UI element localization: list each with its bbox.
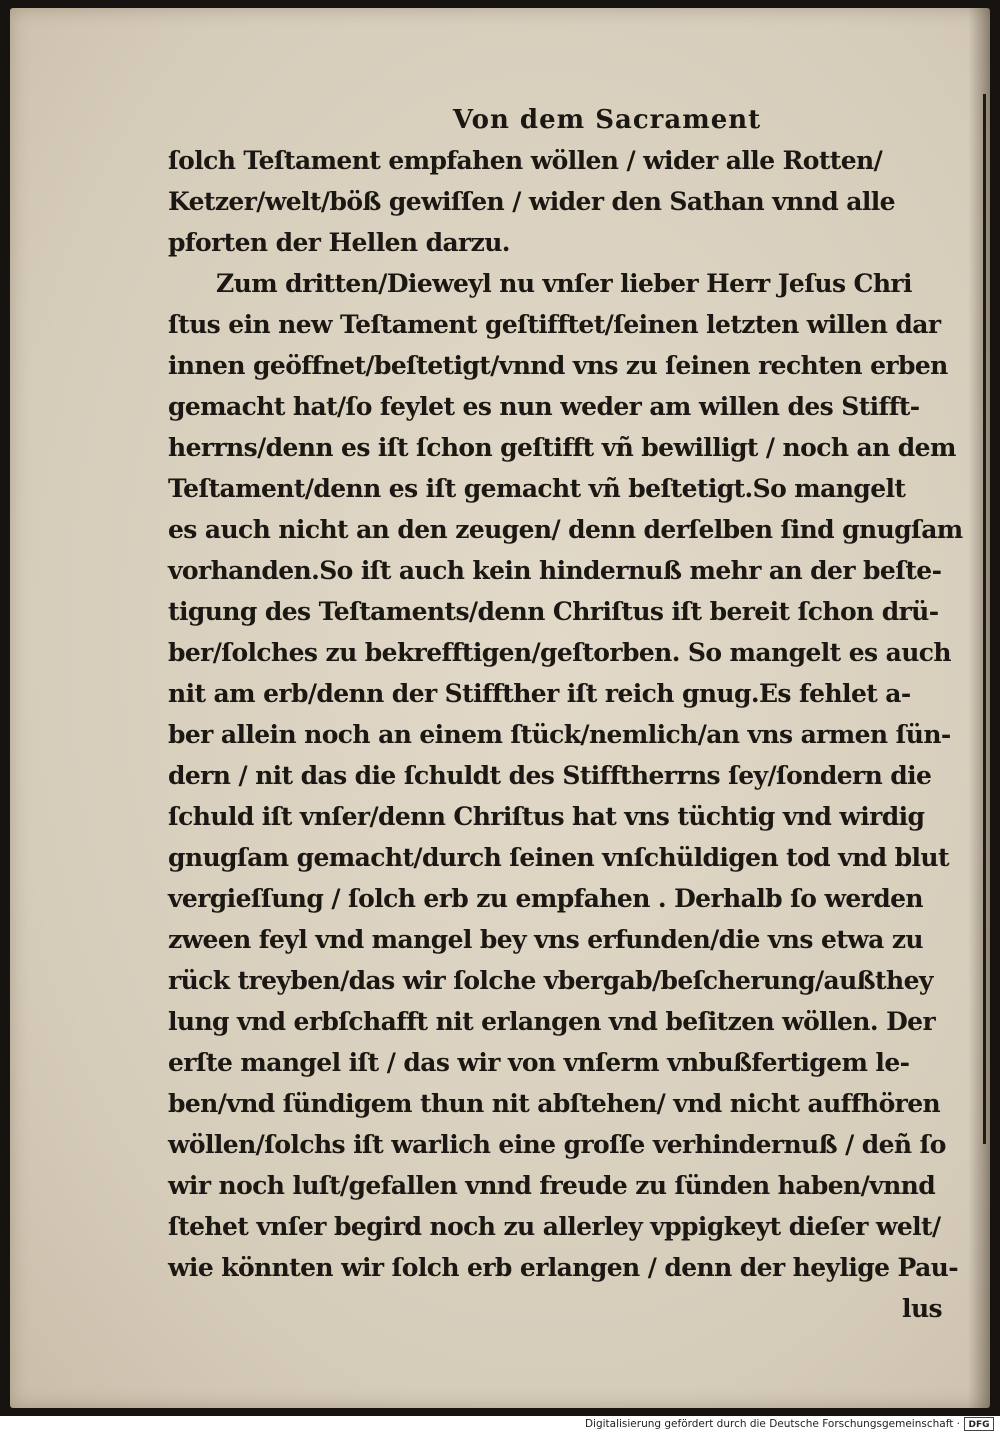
text-line: ſtehet vnſer begird noch zu allerley vppigkeyt dieſer welt/: [168, 1212, 941, 1241]
text-line: es auch nicht an den zeugen/ denn derſelben ſind gnugſam: [168, 515, 963, 544]
page-edge-ruler: [983, 94, 986, 1144]
text-line: lus: [902, 1294, 942, 1323]
footer-bar: [0, 1416, 1000, 1433]
text-line: vergieſſung / ſolch erb zu empfahen . Derhalb ſo werden: [168, 884, 924, 913]
text-line: innen geöffnet/beſtetigt/vnnd vns zu ſeinen rechten erben: [168, 351, 948, 380]
text-line: zween feyl vnd mangel bey vns erfunden/die vns etwa zu: [168, 925, 923, 954]
text-line: ber/ſolches zu bekrefftigen/geſtorben. So mangelt es auch: [168, 638, 951, 667]
text-line: wie könnten wir ſolch erb erlangen / denn der heylige Pau-: [168, 1253, 959, 1282]
running-head: Von dem Sacrament: [452, 105, 762, 135]
book-page: [10, 8, 990, 1408]
text-block: [168, 100, 976, 1329]
text-line: vorhanden.So iſt auch kein hindernuß mehr an der beſte-: [168, 556, 942, 585]
text-line: ſolch Teſtament empfahen wöllen / wider alle Rotten/: [168, 146, 883, 175]
text-line: lung vnd erbſchafft nit erlangen vnd beſitzen wöllen. Der: [168, 1007, 936, 1036]
text-line: ber allein noch an einem ſtück/nemlich/an vns armen ſün-: [168, 720, 951, 749]
text-line: Zum dritten/Dieweyl nu vnſer lieber Herr Jeſus Chri: [216, 269, 912, 298]
text-line: ſtus ein new Teſtament geſtifftet/ſeinen letzten willen dar: [168, 310, 941, 339]
dfg-logo-icon: DFG: [964, 1417, 994, 1431]
text-line: dern / nit das die ſchuldt des Stifftherrns ſey/ſondern die: [168, 761, 932, 790]
text-line: nit am erb/denn der Stiffther iſt reich gnug.Es fehlet a-: [168, 679, 911, 708]
text-line: wöllen/ſolchs iſt warlich eine groſſe verhindernuß / deñ ſo: [168, 1130, 946, 1159]
text-line: ben/vnd ſündigem thun nit abſtehen/ vnd nicht auffhören: [168, 1089, 941, 1118]
text-line: Ketzer/welt/böß gewiſſen / wider den Sathan vnnd alle: [168, 187, 895, 216]
text-line: gnugſam gemacht/durch ſeinen vnſchüldigen tod vnd blut: [168, 843, 949, 872]
text-line: herrns/denn es iſt ſchon geſtifft vñ bewilligt / noch an dem: [168, 433, 956, 462]
text-line: wir noch luſt/gefallen vnnd freude zu ſünden haben/vnnd: [168, 1171, 936, 1200]
text-line: pforten der Hellen darzu.: [168, 228, 510, 257]
text-line: tigung des Teſtaments/denn Chriſtus iſt bereit ſchon drü-: [168, 597, 939, 626]
text-line: ſchuld iſt vnſer/denn Chriſtus hat vns tüchtig vnd wirdig: [168, 802, 925, 831]
text-line: rück treyben/das wir ſolche vbergab/beſcherung/außthey: [168, 966, 933, 995]
text-line: Teſtament/denn es iſt gemacht vñ beſtetigt.So mangelt: [168, 474, 906, 503]
text-lines: [168, 140, 976, 1329]
text-line: erſte mangel iſt / das wir von vnſerm vnbußfertigem le-: [168, 1048, 910, 1077]
footer-credit: Digitalisierung gefördert durch die Deutsche Forschungsgemeinschaft ·: [584, 1418, 960, 1430]
text-line: gemacht hat/ſo feylet es nun weder am willen des Stifft-: [168, 392, 920, 421]
